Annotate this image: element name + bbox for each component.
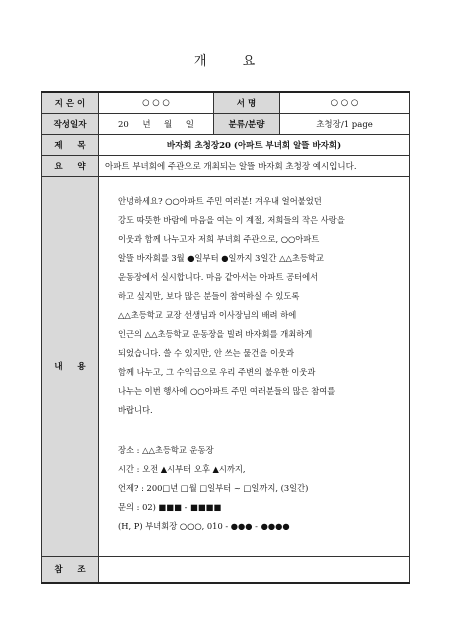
- spacer: [118, 420, 399, 441]
- content-line: 이웃과 함께 나누고자 저희 부녀회 주관으로, ○○아파트: [118, 233, 320, 244]
- date-label: 작성일자: [42, 113, 99, 134]
- content-line: 알뜰 바자회를 3월 ●일부터 ●일까지 3일간 △△초등학교: [118, 252, 324, 263]
- summary-value: 아파트 부녀회에 주관으로 개최되는 알뜰 바자회 초청장 예시입니다.: [99, 155, 410, 176]
- content-line: 함께 나누고, 그 수익금으로 우리 주변의 불우한 이웃과: [118, 366, 316, 377]
- content-body: [99, 177, 409, 556]
- content-line: 하고 싶지만, 보다 많은 분들이 참여하실 수 있도록: [118, 290, 300, 301]
- detail-contact: (H, P) 부녀회장 ○○○, 010 - ●●● - ●●●●: [118, 520, 290, 531]
- signature-label: 서 명: [214, 92, 280, 113]
- summary-label: 요 약: [42, 155, 99, 176]
- category-label: 분류/분량: [214, 113, 280, 134]
- content-line: △△초등학교 교장 선생님과 이사장님의 배려 하에: [118, 309, 297, 320]
- reference-label: 참 조: [42, 556, 99, 583]
- author-label: 지 은 이: [42, 92, 99, 113]
- detail-location: 장소 : △△초등학교 운동장: [118, 444, 214, 455]
- subject-value: 바자회 초청장20 (아파트 부녀회 알뜰 바자회): [99, 134, 410, 155]
- content-line: 강도 따뜻한 바람에 마음을 여는 이 계절, 저희들의 작은 사랑을: [118, 214, 345, 225]
- subject-label: 제 목: [42, 134, 99, 155]
- content-line: 운동장에서 실시합니다. 마음 같아서는 아파트 공터에서: [118, 271, 319, 282]
- content-line: 바랍니다.: [118, 404, 153, 415]
- detail-time: 시간 : 오전 ▲시부터 오후 ▲시까지,: [118, 463, 246, 474]
- page-title: 개 요: [193, 54, 257, 69]
- content-line: 나누는 이번 행사에 ○○아파트 주민 여러분들의 많은 참여를: [118, 385, 336, 396]
- content-line: 인근의 △△초등학교 운동장을 빌려 바자회를 개최하게: [118, 328, 313, 339]
- category-value: 초청장/1 page: [280, 113, 410, 134]
- content-cell: [99, 176, 410, 556]
- author-value: ○ ○ ○: [99, 92, 214, 113]
- detail-inquiry: 문의 : 02) ■■■ - ■■■■: [118, 501, 222, 512]
- reference-value: [99, 556, 410, 583]
- date-value: 20 년 월 일: [99, 113, 214, 134]
- detail-date: 언제? : 200□년 □월 □일부터 ~ □일까지, (3일간): [118, 482, 309, 493]
- signature-value: ○ ○ ○: [280, 92, 410, 113]
- content-line: 안녕하세요? ○○아파트 주민 여러분! 겨우내 얼어붙었던: [118, 195, 322, 206]
- overview-table: [41, 91, 410, 584]
- content-line: 되었습니다. 쓸 수 있지만, 안 쓰는 물건을 이웃과: [118, 347, 295, 358]
- content-label: 내 용: [42, 176, 99, 556]
